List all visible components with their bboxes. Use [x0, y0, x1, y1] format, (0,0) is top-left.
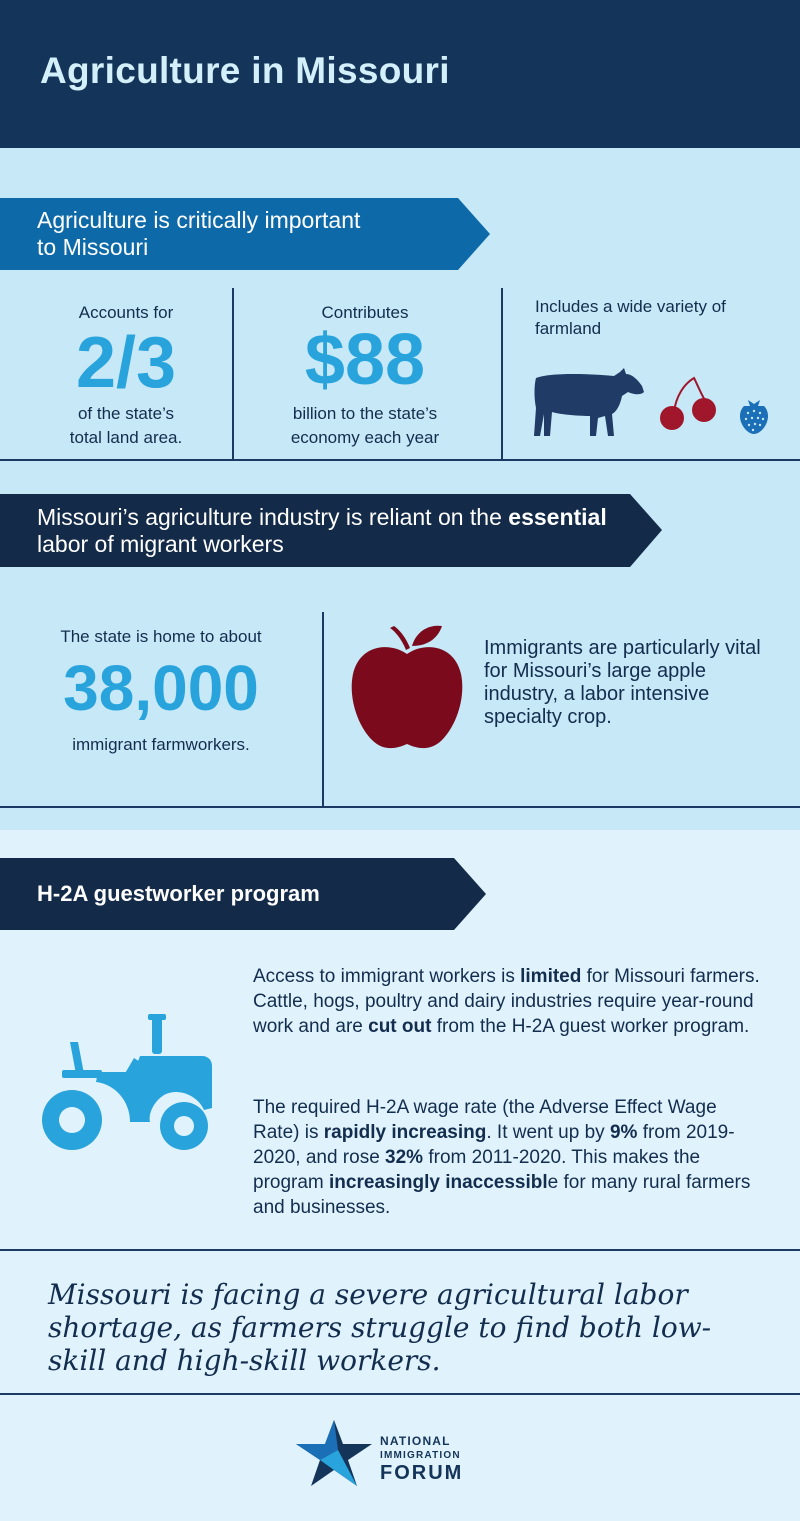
- importance-banner: [0, 198, 490, 270]
- farmworkers-post-text: immigrant farmworkers.: [72, 735, 250, 754]
- divider-horizontal: [0, 1249, 800, 1251]
- conclusion-quote: Missouri is facing a severe agricultural labor shortage, as farmers struggle to find both low-skill and high-skill workers.: [48, 1278, 712, 1377]
- cow-icon: [532, 368, 648, 438]
- labor-banner: [0, 494, 662, 567]
- tractor-icon: [34, 1014, 216, 1150]
- cherry-icon: [658, 376, 720, 432]
- labor-banner-text: [37, 504, 637, 558]
- divider-horizontal: [0, 806, 800, 808]
- apple-text: Immigrants are particularly vital for Missouri’s large apple industry, a labor intensive specialty crop.: [484, 637, 761, 728]
- farmworkers-pre-text: The state is home to about: [60, 627, 262, 646]
- p2-text: from 2011-2020. This makes the program: [253, 1147, 701, 1193]
- logo-line-immigration: IMMIGRATION: [380, 1450, 461, 1461]
- p2-bold-rapidly-increasing: rapidly increasing: [323, 1122, 487, 1143]
- divider-horizontal: [0, 1393, 800, 1395]
- h2a-banner: [0, 858, 486, 930]
- farmworkers-value: 38,000: [63, 652, 259, 724]
- p1-text: from the H-2A guest worker program.: [431, 1016, 750, 1037]
- p1-text: Access to immigrant workers is: [253, 966, 521, 987]
- divider-vertical: [501, 288, 503, 460]
- labor-banner-pre: Missouri’s agriculture industry is reliant on the: [37, 504, 509, 530]
- p1-bold-limited: limited: [520, 966, 582, 987]
- land-pre-text: Accounts for: [78, 303, 174, 322]
- divider-horizontal: [0, 459, 800, 461]
- forum-star-logo-icon: [296, 1420, 372, 1486]
- p2-text: from 2019-2020, and rose: [253, 1122, 735, 1168]
- economy-pre-text: Contributes: [321, 303, 409, 322]
- p2-bold-32-percent: 32%: [385, 1147, 424, 1168]
- economy-post-line1: billion to the state’s: [292, 404, 438, 423]
- strawberry-icon: [738, 396, 770, 436]
- land-post-line1: of the state’s: [77, 404, 175, 423]
- land-value: 2/3: [75, 323, 177, 403]
- p2-text: The required H-2A wage rate (the Adverse Effect Wage Rate) is: [253, 1097, 717, 1143]
- divider-vertical: [232, 288, 234, 460]
- apple-icon: [350, 622, 465, 752]
- importance-banner-text: Agriculture is critically important to Missouri: [37, 207, 361, 260]
- economy-value: $88: [304, 320, 426, 400]
- labor-banner-bold: essential: [508, 504, 607, 530]
- p1-text: for Missouri farmers. Cattle, hogs, poultry and dairy industries require year-round work and are: [253, 966, 760, 1037]
- divider-vertical: [322, 612, 324, 808]
- farmland-text: Includes a wide variety of farmland: [535, 297, 726, 338]
- page-header: [0, 0, 800, 148]
- logo-line-forum: FORUM: [380, 1462, 464, 1484]
- land-post-line2: total land area.: [69, 428, 183, 447]
- p2-text: e for many rural farmers and businesses.: [253, 1172, 751, 1218]
- h2a-banner-text: H-2A guestworker program: [37, 881, 320, 906]
- logo-line-national: NATIONAL: [380, 1434, 451, 1448]
- p2-text: . It went up by: [486, 1122, 610, 1143]
- economy-post-line2: economy each year: [290, 428, 440, 447]
- p1-bold-cut-out: cut out: [368, 1016, 432, 1037]
- h2a-paragraph-2: [253, 1095, 768, 1220]
- h2a-paragraph-1: [253, 964, 768, 1039]
- page-title: Agriculture in Missouri: [40, 50, 450, 91]
- p2-bold-inaccessible: increasingly inaccessibl: [329, 1172, 548, 1193]
- labor-banner-post: labor of migrant workers: [37, 531, 284, 557]
- p2-bold-9-percent: 9%: [609, 1122, 638, 1143]
